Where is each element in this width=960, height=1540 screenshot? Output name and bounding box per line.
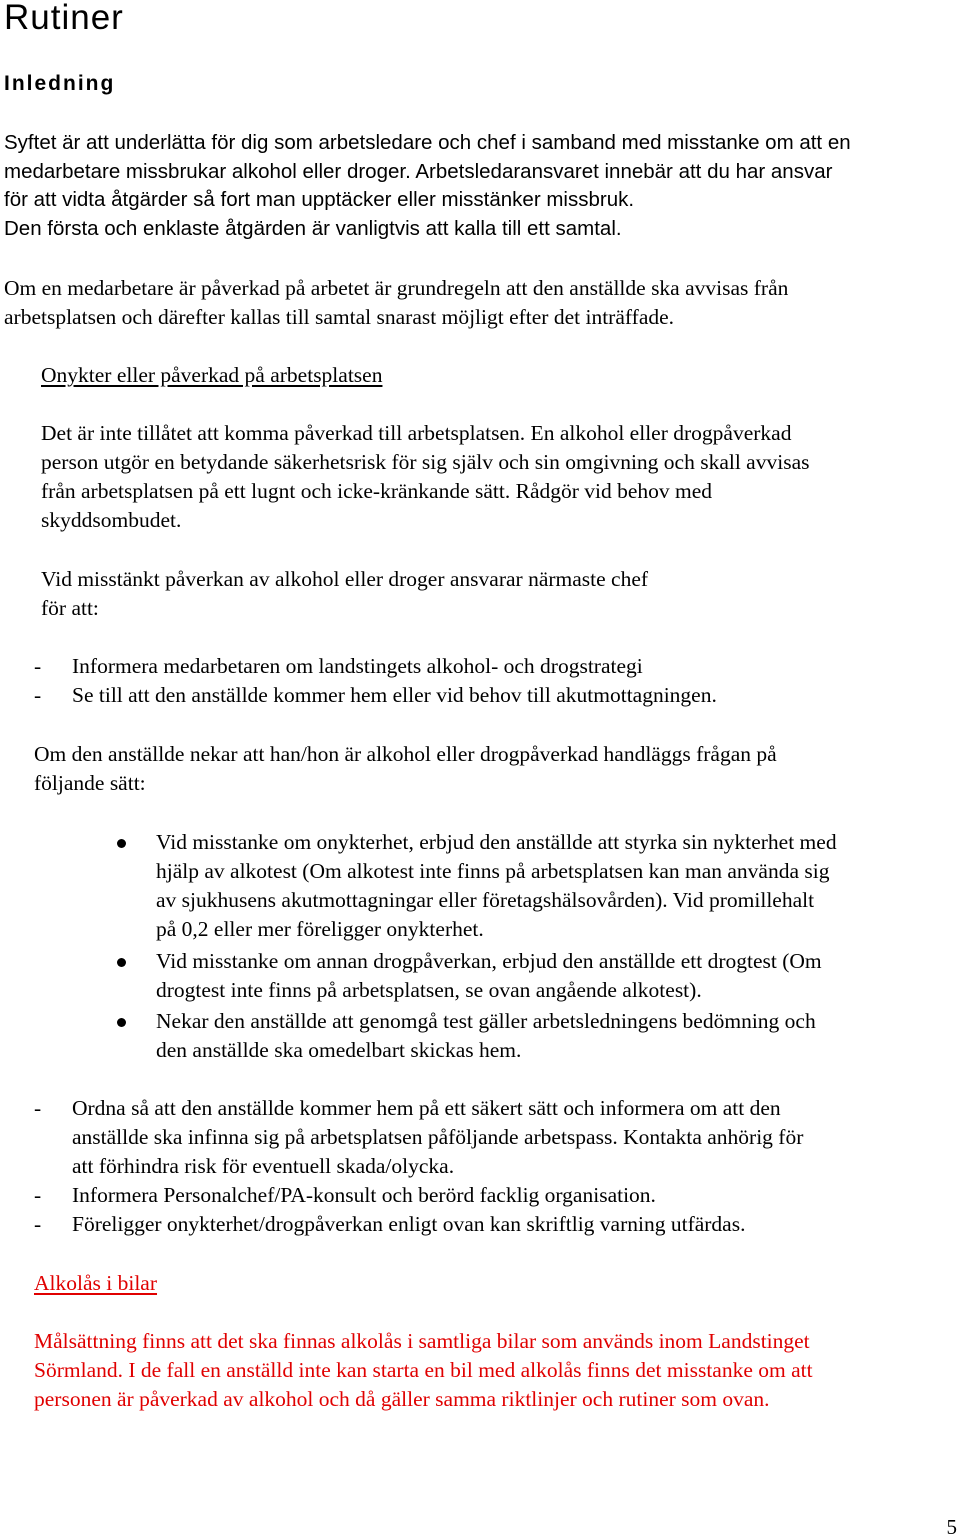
onykter-line: skyddsombudet.: [41, 508, 182, 532]
dash-marker: -: [34, 1096, 42, 1120]
bullet-item-line: den anställde ska omedelbart skickas hem.: [156, 1038, 522, 1062]
dash-list-item-line: Ordna så att den anställde kommer hem på ett säkert sätt och informera om att den: [72, 1096, 781, 1120]
section-heading-onykter: Onykter eller påverkad på arbetsplatsen: [41, 363, 383, 387]
dash-list-item-line: Föreligger onykterhet/drogpåverkan enligt ovan kan skriftlig varning utfärdas.: [72, 1212, 746, 1236]
misstankt-line: Vid misstänkt påverkan av alkohol eller droger ansvarar närmaste chef: [41, 567, 649, 591]
alkolas-line: personen är påverkad av alkohol och då gäller samma riktlinjer och rutiner som ovan.: [34, 1387, 770, 1411]
dash-list-item: Se till att den anställde kommer hem eller vid behov till akutmottagningen.: [72, 683, 717, 707]
bullet-marker: [117, 958, 126, 967]
dash-list-item-line: Informera Personalchef/PA-konsult och berörd facklig organisation.: [72, 1183, 656, 1207]
alkolas-line: Sörmland. I de fall en anställd inte kan starta en bil med alkolås finns det misstanke om att: [34, 1358, 813, 1382]
bullet-marker: [117, 839, 126, 848]
dash-marker: -: [34, 1183, 42, 1207]
dash-marker: -: [34, 683, 42, 707]
intro-line: Syftet är att underlätta för dig som arbetsledare och chef i samband med misstanke om att en: [4, 131, 851, 154]
intro-line: medarbetare missbrukar alkohol eller droger. Arbetsledaransvaret innebär att du har ansvar: [4, 160, 833, 183]
bullet-item-line: Vid misstanke om annan drogpåverkan, erbjud den anställde ett drogtest (Om: [156, 949, 822, 973]
intro-line: Den första och enklaste åtgärden är vanligtvis att kalla till ett samtal.: [4, 217, 622, 240]
rule-line: Om en medarbetare är påverkad på arbetet är grundregeln att den anställde ska avvisas från: [4, 276, 789, 300]
bullet-item-line: Nekar den anställde att genomgå test gäller arbetsledningens bedömning och: [156, 1009, 816, 1033]
nekar-line: följande sätt:: [34, 771, 146, 795]
onykter-line: Det är inte tillåtet att komma påverkad till arbetsplatsen. En alkohol eller drogpåverkad: [41, 421, 792, 445]
intro-line: för att vidta åtgärder så fort man upptäcker eller misstänker missbruk.: [4, 188, 635, 211]
page-title: Rutiner: [4, 0, 124, 37]
dash-marker: -: [34, 1212, 42, 1236]
bullet-item-line: hjälp av alkotest (Om alkotest inte finns på arbetsplatsen kan man använda sig: [156, 859, 830, 883]
section-heading-inledning: Inledning: [4, 72, 116, 95]
onykter-line: från arbetsplatsen på ett lugnt och icke-kränkande sätt. Rådgör vid behov med: [41, 479, 713, 503]
dash-list-item-line: anställde ska infinna sig på arbetsplatsen påföljande arbetspass. Kontakta anhörig för: [72, 1125, 804, 1149]
section-heading-alkolas: Alkolås i bilar: [34, 1271, 158, 1295]
nekar-line: Om den anställde nekar att han/hon är alkohol eller drogpåverkad handläggs frågan på: [34, 742, 777, 766]
bullet-item-line: Vid misstanke om onykterhet, erbjud den anställde att styrka sin nykterhet med: [156, 830, 837, 854]
dash-list-item-line: att förhindra risk för eventuell skada/olycka.: [72, 1154, 455, 1178]
bullet-marker: [117, 1018, 126, 1027]
bullet-item-line: drogtest inte finns på arbetsplatsen, se ovan angående alkotest).: [156, 978, 702, 1002]
alkolas-line: Målsättning finns att det ska finnas alkolås i samtliga bilar som används inom Landstinget: [34, 1329, 810, 1353]
dash-marker: -: [34, 654, 42, 678]
page-number: 5: [946, 1515, 957, 1539]
bullet-item-line: av sjukhusens akutmottagningar eller företagshälsovården). Vid promillehalt: [156, 888, 815, 912]
misstankt-line: för att:: [41, 596, 99, 620]
onykter-line: person utgör en betydande säkerhetsrisk för sig själv och sin omgivning och skall avvisas: [41, 450, 810, 474]
rule-line: arbetsplatsen och därefter kallas till samtal snarast möjligt efter det inträffade.: [4, 305, 675, 329]
bullet-item-line: på 0,2 eller mer föreligger onykterhet.: [156, 917, 484, 941]
dash-list-item: Informera medarbetaren om landstingets alkohol- och drogstrategi: [72, 654, 643, 678]
